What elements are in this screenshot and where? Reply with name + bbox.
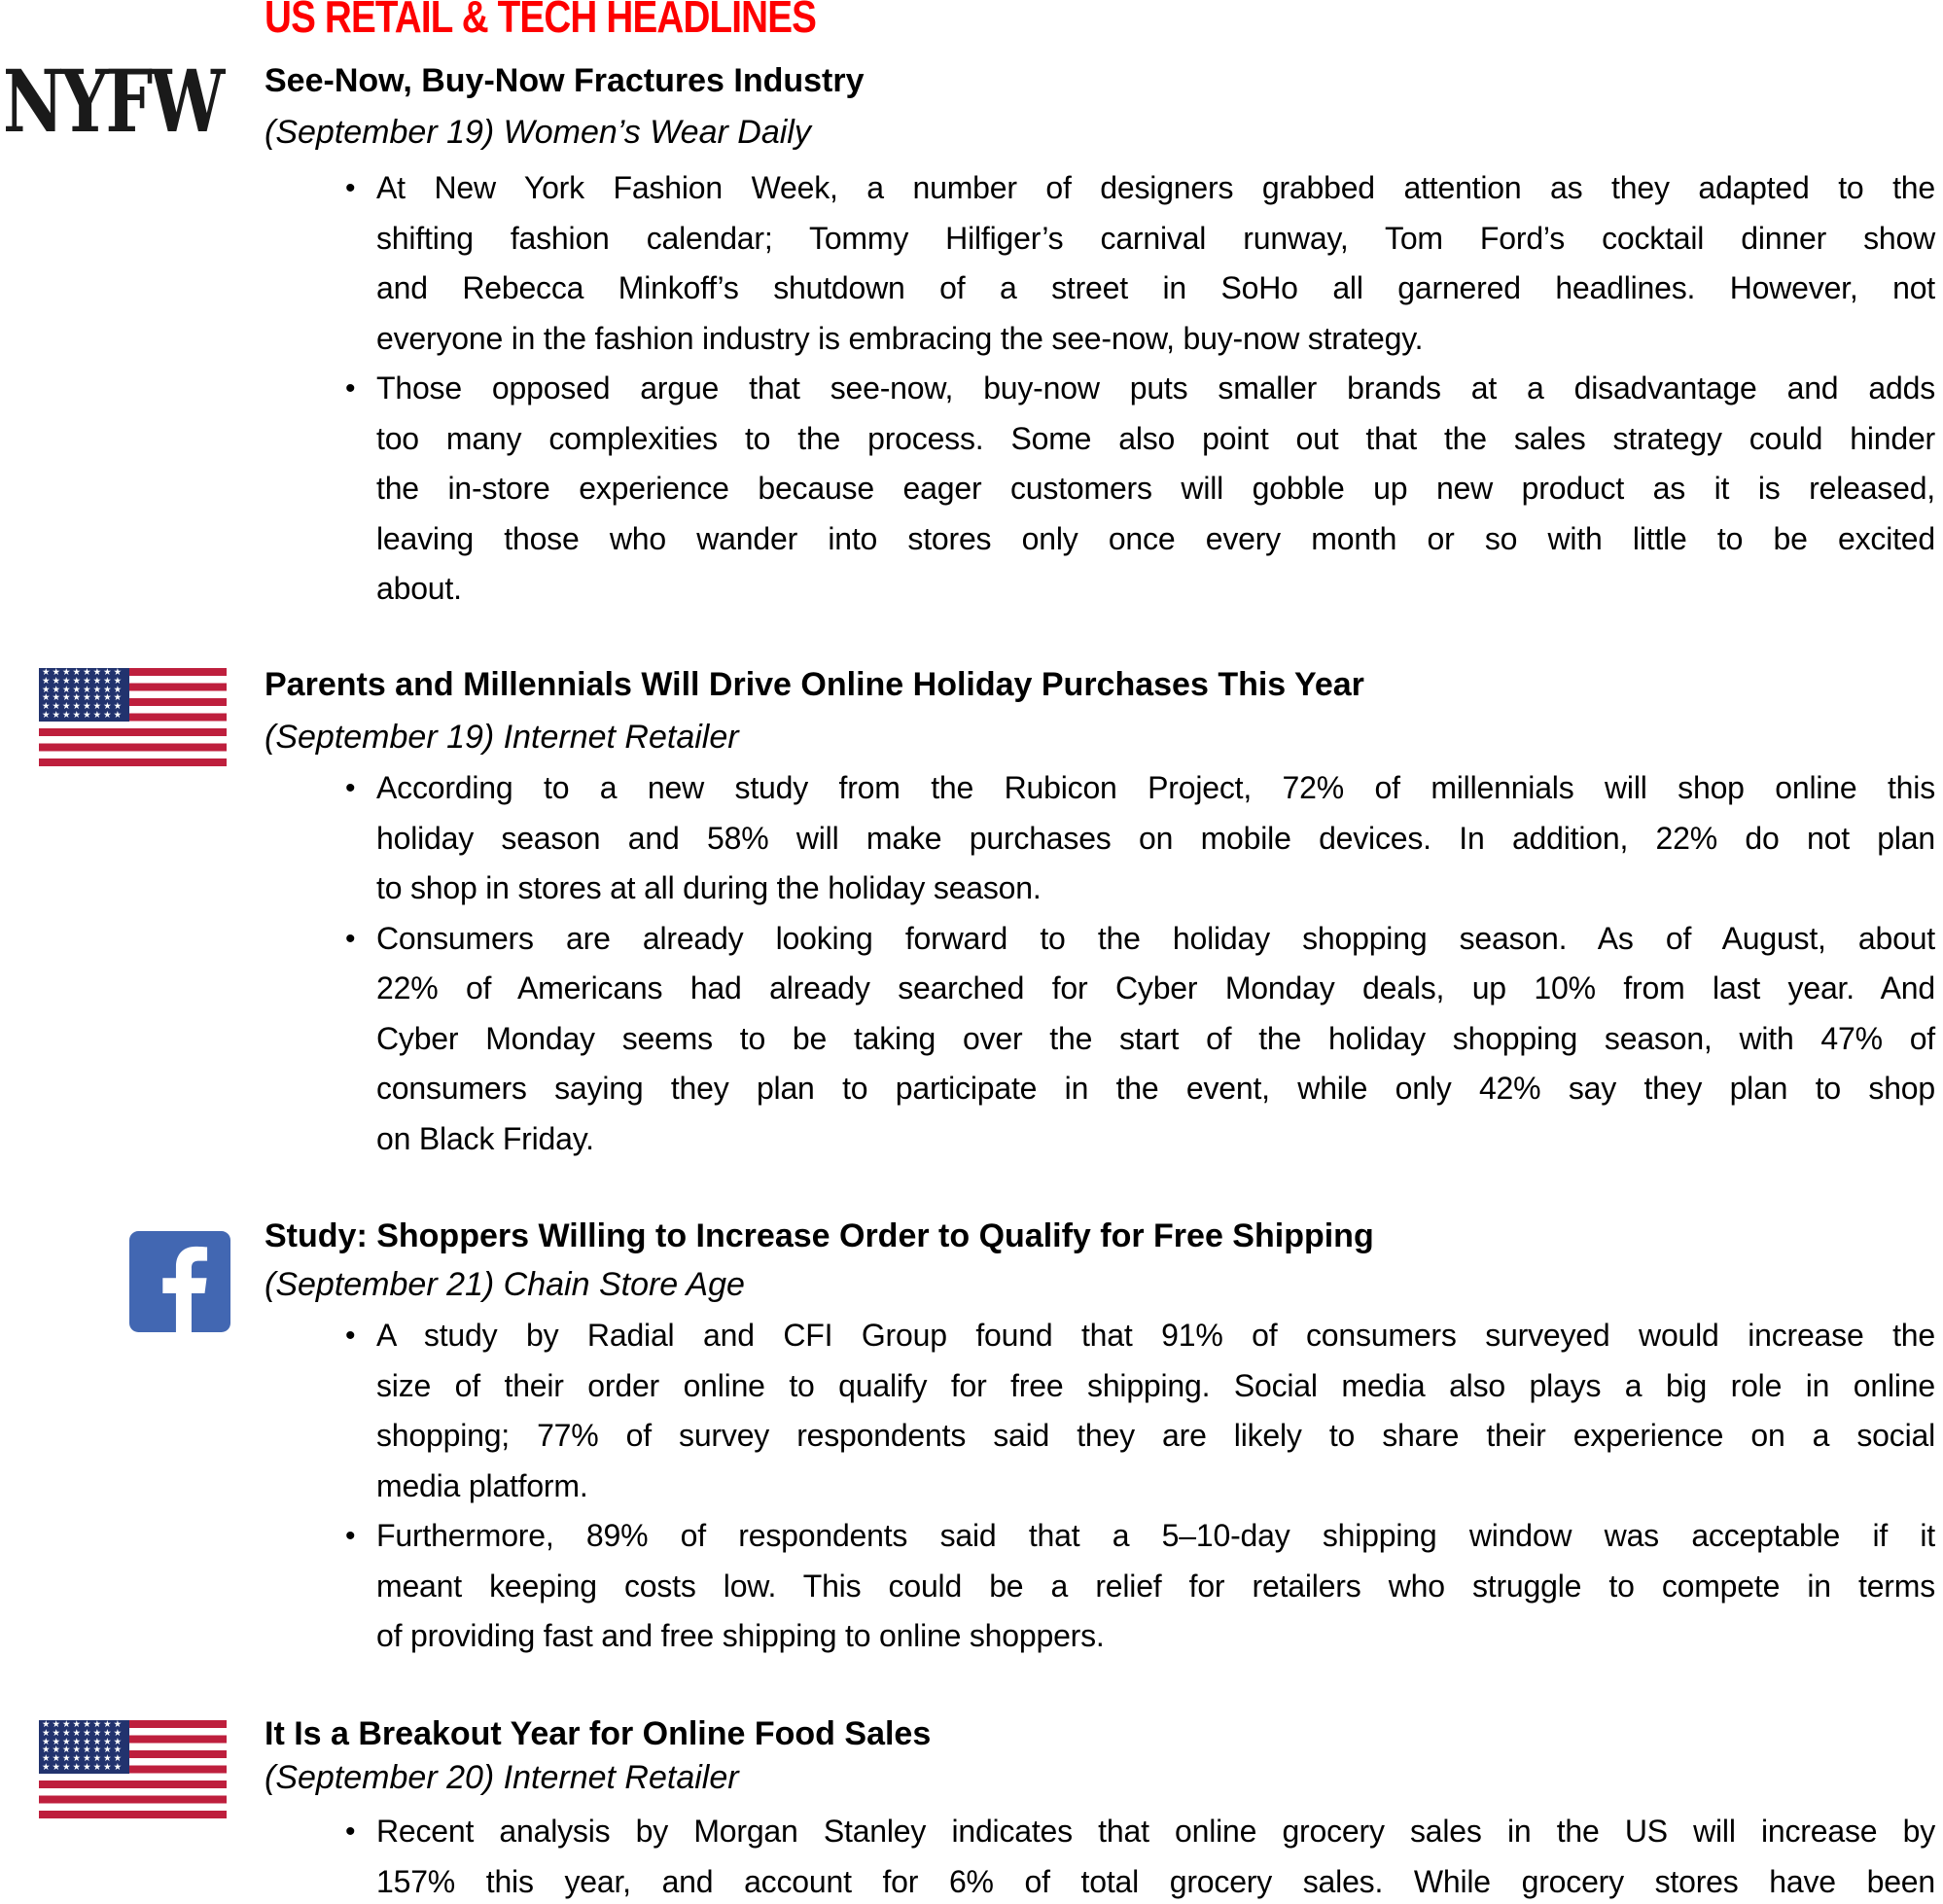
body-line: Those opposed argue that see-now, buy-now puts smaller brands at a disadvantage and adds [376, 370, 1935, 405]
section-source: (September 20) Internet Retailer [265, 1759, 739, 1796]
section-bullets [343, 1807, 1935, 1904]
body-line: At New York Fashion Week, a number of designers grabbed attention as they adapted to the [376, 170, 1935, 205]
bullet-paragraph [343, 1807, 1935, 1904]
body-line: media platform. [376, 1467, 588, 1503]
bullet-icon: • [345, 922, 356, 955]
body-line: on Black Friday. [376, 1120, 594, 1156]
body-line: holiday season and 58% will make purchases on mobile devices. In addition, 22% do not plan [376, 820, 1935, 856]
bullet-icon: • [345, 1520, 356, 1552]
body-line: of providing fast and free shipping to online shoppers. [376, 1618, 1105, 1653]
section-source: (September 21) Chain Store Age [265, 1266, 745, 1303]
section-headline: Study: Shoppers Willing to Increase Order to Qualify for Free Shipping [265, 1217, 1374, 1254]
section-bullets [343, 1311, 1935, 1662]
body-line: shopping; 77% of survey respondents said they are likely to share their experience on a social [376, 1418, 1935, 1453]
section-bullets [343, 163, 1935, 615]
body-line: the in-store experience because eager customers will gobble up new product as it is released, [376, 471, 1935, 506]
body-line: too many complexities to the process. Some also point out that the sales strategy could hinder [376, 420, 1935, 456]
section-source: (September 19) Women’s Wear Daily [265, 114, 811, 151]
section-headline: It Is a Breakout Year for Online Food Sales [265, 1715, 932, 1752]
body-line: to shop in stores at all during the holiday season. [376, 870, 1042, 905]
nyfw-logo-icon: NYFW [3, 51, 223, 152]
body-line: leaving those who wander into stores only once every month or so with little to be excited [376, 520, 1935, 556]
body-line: about. [376, 571, 462, 606]
body-line: 22% of Americans had already searched for Cyber Monday deals, up 10% from last year. And [376, 970, 1935, 1005]
page-title: US RETAIL & TECH HEADLINES [265, 0, 817, 42]
body-line: everyone in the fashion industry is embracing the see-now, buy-now strategy. [376, 320, 1424, 356]
body-line: Furthermore, 89% of respondents said that a 5–10-day shipping window was acceptable if it [376, 1518, 1935, 1553]
body-line: meant keeping costs low. This could be a relief for retailers who struggle to compete in terms [376, 1568, 1935, 1604]
body-line: and Rebecca Minkoff’s shutdown of a street in SoHo all garnered headlines. However, not [376, 270, 1935, 305]
bullet-icon: • [345, 172, 356, 204]
body-line: Recent analysis by Morgan Stanley indicates that online grocery sales in the US will increase by [376, 1814, 1935, 1849]
body-line: According to a new study from the Rubicon Project, 72% of millennials will shop online this [376, 770, 1935, 805]
bullet-paragraph [343, 914, 1935, 1165]
bullet-paragraph [343, 364, 1935, 615]
bullet-paragraph [343, 163, 1935, 364]
body-line: 157% this year, and account for 6% of total grocery sales. While grocery stores have been [376, 1863, 1935, 1899]
body-line: shifting fashion calendar; Tommy Hilfiger’s carnival runway, Tom Ford’s cocktail dinner show [376, 220, 1935, 256]
bullet-icon: • [345, 1320, 356, 1352]
flag-canton [39, 668, 129, 722]
us-flag-icon [39, 1720, 227, 1818]
bullet-paragraph [343, 1511, 1935, 1662]
bullet-icon: • [345, 1816, 356, 1848]
facebook-logo-icon [127, 1231, 232, 1332]
body-line: Consumers are already looking forward to the holiday shopping season. As of August, about [376, 920, 1935, 956]
body-line: size of their order online to qualify for free shipping. Social media also plays a big role in online [376, 1367, 1935, 1403]
us-flag-icon [39, 668, 227, 766]
bullet-icon: • [345, 372, 356, 405]
bullet-paragraph [343, 763, 1935, 914]
section-source: (September 19) Internet Retailer [265, 719, 739, 756]
flag-canton [39, 1720, 129, 1774]
bullet-paragraph [343, 1311, 1935, 1511]
section-headline: See-Now, Buy-Now Fractures Industry [265, 62, 865, 99]
body-line: Cyber Monday seems to be taking over the start of the holiday shopping season, with 47% of [376, 1020, 1935, 1056]
section-bullets [343, 763, 1935, 1164]
body-line: A study by Radial and CFI Group found that 91% of consumers surveyed would increase the [376, 1318, 1935, 1353]
section-headline: Parents and Millennials Will Drive Online Holiday Purchases This Year [265, 666, 1364, 703]
body-line: consumers saying they plan to participate in the event, while only 42% say they plan to shop [376, 1071, 1935, 1106]
bullet-icon: • [345, 772, 356, 804]
